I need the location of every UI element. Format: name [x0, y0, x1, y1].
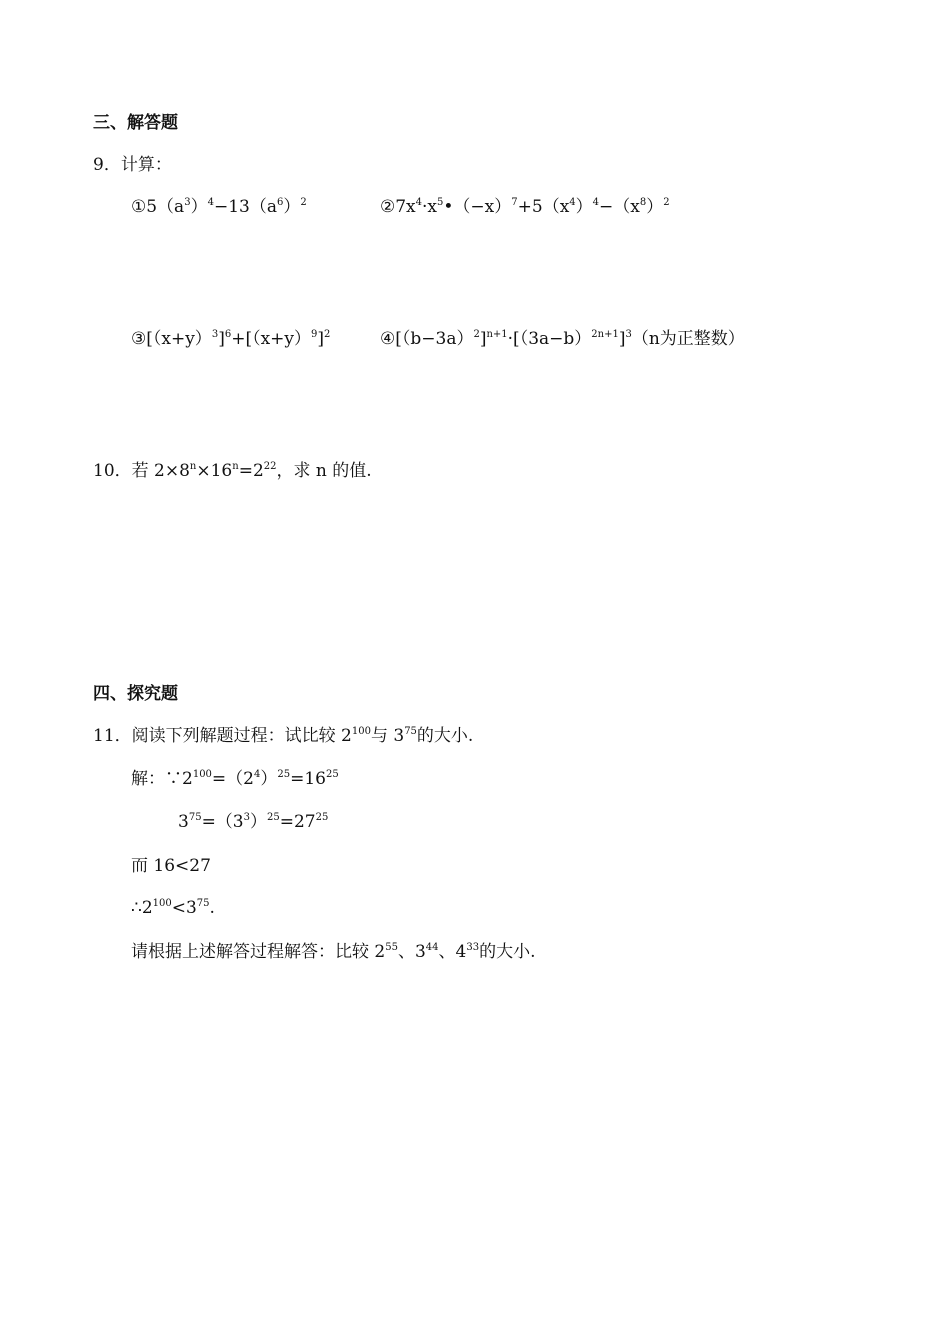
superscript: 25 — [277, 769, 291, 780]
superscript: 22 — [263, 461, 277, 472]
superscript: 4 — [253, 769, 261, 780]
text-segment: ·x — [422, 197, 438, 217]
text-segment: ] — [317, 329, 325, 349]
superscript: 2 — [663, 197, 670, 208]
superscript: n — [232, 461, 239, 472]
superscript: 7 — [511, 197, 518, 208]
question-11-solution-line-1 — [131, 769, 339, 789]
section-3-title: 三、解答题 — [93, 113, 178, 133]
superscript: 2n+1 — [591, 329, 619, 340]
text-segment: 请根据上述解答过程解答：比较 2 — [131, 942, 386, 962]
superscript: 100 — [152, 898, 172, 909]
superscript: 5 — [437, 197, 444, 208]
superscript: 4 — [592, 197, 600, 208]
superscript: 25 — [315, 812, 329, 823]
superscript: 3 — [625, 329, 632, 340]
text-segment: 与 3 — [370, 726, 405, 746]
superscript: 6 — [224, 329, 232, 340]
text-segment: =2 — [238, 461, 264, 481]
text-segment: 解：∵2 — [131, 769, 193, 789]
text-segment: =（2 — [211, 769, 254, 789]
question-9-item-4 — [380, 329, 745, 349]
text-segment: 3 — [178, 812, 189, 832]
question-9-item-3 — [131, 329, 330, 349]
superscript: 4 — [207, 197, 214, 208]
question-9-prompt: 计算： — [120, 155, 172, 175]
superscript: 25 — [267, 812, 280, 823]
text-segment: 而 16<27 — [131, 856, 211, 876]
text-segment: ] — [218, 329, 225, 349]
text-segment: 、3 — [397, 942, 426, 962]
question-9-item-2 — [380, 197, 670, 217]
superscript: 4 — [415, 197, 423, 208]
text-segment: ∴2 — [131, 898, 153, 918]
superscript: n+1 — [486, 329, 508, 340]
text-segment: ） — [283, 197, 301, 217]
question-9-number: 9． — [93, 155, 121, 175]
superscript: 55 — [385, 942, 398, 953]
superscript: 75 — [404, 726, 417, 737]
superscript: 3 — [211, 329, 219, 340]
superscript: 3 — [243, 812, 250, 823]
text-segment: ×16 — [196, 461, 233, 481]
text-segment: ，求 n 的值. — [276, 461, 372, 481]
text-segment: ] — [618, 329, 626, 349]
text-segment: 10．若 2×8 — [93, 461, 190, 481]
text-segment: 的大小. — [479, 942, 536, 962]
text-segment: ] — [479, 329, 487, 349]
question-9-header — [93, 155, 172, 175]
text-segment: ） — [646, 197, 664, 217]
superscript: 44 — [425, 942, 439, 953]
text-segment: ） — [575, 197, 593, 217]
text-segment: +5（x — [517, 197, 570, 217]
text-segment: =27 — [279, 812, 316, 832]
text-segment: 的大小. — [416, 726, 474, 746]
question-11-conclusion — [131, 898, 215, 918]
section-4-title: 四、探究题 — [93, 684, 178, 704]
superscript: 9 — [311, 329, 318, 340]
question-9-item-1 — [131, 197, 307, 217]
text-segment: •（−x） — [443, 197, 512, 217]
superscript: 2 — [324, 329, 331, 340]
superscript: 100 — [351, 726, 371, 737]
superscript: 25 — [325, 769, 339, 780]
superscript: 3 — [184, 197, 191, 208]
superscript: 100 — [192, 769, 212, 780]
superscript: n — [189, 461, 197, 472]
text-segment: +[（x+y） — [231, 329, 312, 349]
superscript: 2 — [473, 329, 480, 340]
text-segment: 11．阅读下列解题过程：试比较 2 — [93, 726, 352, 746]
superscript: 75 — [196, 898, 210, 909]
text-segment: （n为正整数） — [631, 329, 745, 349]
text-segment: ·[（3a−b） — [507, 329, 592, 349]
text-segment: =（3 — [201, 812, 244, 832]
question-11-solution-line-3 — [131, 856, 211, 876]
superscript: 8 — [639, 197, 647, 208]
question-11-task — [131, 942, 536, 962]
superscript: 75 — [188, 812, 202, 823]
text-segment: ） — [260, 769, 278, 789]
text-segment: 、4 — [438, 942, 467, 962]
text-segment: ②7x — [380, 197, 416, 217]
superscript: 4 — [569, 197, 576, 208]
text-segment: =16 — [290, 769, 326, 789]
text-segment: . — [209, 898, 215, 918]
text-segment: −（x — [599, 197, 640, 217]
superscript: 2 — [300, 197, 307, 208]
question-11-prompt — [93, 726, 473, 746]
text-segment: ①5（a — [131, 197, 185, 217]
superscript: 6 — [276, 197, 284, 208]
superscript: 33 — [466, 942, 480, 953]
text-segment: <3 — [171, 898, 197, 918]
text-segment: ） — [190, 197, 208, 217]
text-segment: ④[（b−3a） — [380, 329, 474, 349]
text-segment: −13（a — [213, 197, 277, 217]
question-10 — [93, 461, 372, 481]
text-segment: ） — [250, 812, 267, 832]
text-segment: ③[（x+y） — [131, 329, 212, 349]
question-11-solution-line-2 — [178, 812, 328, 832]
